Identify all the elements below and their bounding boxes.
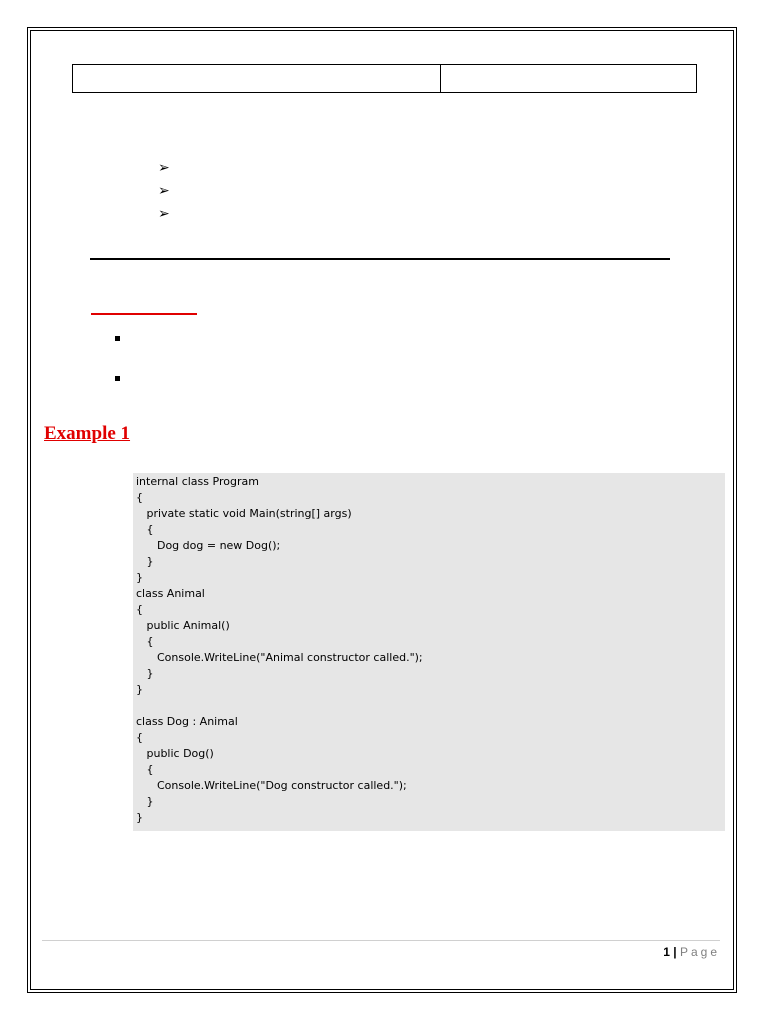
code-line: {: [136, 763, 154, 776]
code-line: Console.WriteLine("Animal constructor called.");: [136, 651, 423, 664]
arrow-bullet-icon: ➢: [158, 183, 170, 199]
code-line: Dog dog = new Dog();: [136, 539, 281, 552]
code-line: internal class Program: [136, 475, 259, 488]
page-separator: |: [673, 945, 677, 959]
code-line: class Animal: [136, 587, 205, 600]
code-line: public Animal(): [136, 619, 230, 632]
code-line: {: [136, 491, 143, 504]
header-cell-right: [441, 65, 697, 93]
header-cell-left: [73, 65, 441, 93]
arrow-bullet-icon: ➢: [158, 160, 170, 176]
code-block: [133, 473, 725, 831]
code-line: Console.WriteLine("Dog constructor called.");: [136, 779, 407, 792]
example-heading: Example 1: [44, 423, 131, 444]
code-line: }: [136, 555, 154, 568]
code-line: }: [136, 571, 143, 584]
code-line: {: [136, 635, 154, 648]
code-line: private static void Main(string[] args): [136, 507, 352, 520]
code-line: public Dog(): [136, 747, 214, 760]
square-bullet-icon: [115, 376, 120, 381]
heading-underline: [91, 313, 197, 315]
code-line: [136, 698, 725, 714]
code-line: class Dog : Animal: [136, 715, 238, 728]
code-line: {: [136, 731, 143, 744]
section-divider: [90, 258, 670, 260]
header-table: [72, 64, 697, 93]
code-line: {: [136, 523, 154, 536]
square-bullet-icon: [115, 336, 120, 341]
code-line: }: [136, 811, 143, 824]
arrow-bullet-icon: ➢: [158, 206, 170, 222]
page-label: Page: [679, 945, 720, 959]
code-line: }: [136, 667, 154, 680]
code-line: }: [136, 683, 143, 696]
page-number: 1: [663, 945, 670, 959]
footer-divider: [42, 940, 720, 941]
code-line: }: [136, 795, 154, 808]
page-footer: [663, 944, 720, 960]
code-line: {: [136, 603, 143, 616]
